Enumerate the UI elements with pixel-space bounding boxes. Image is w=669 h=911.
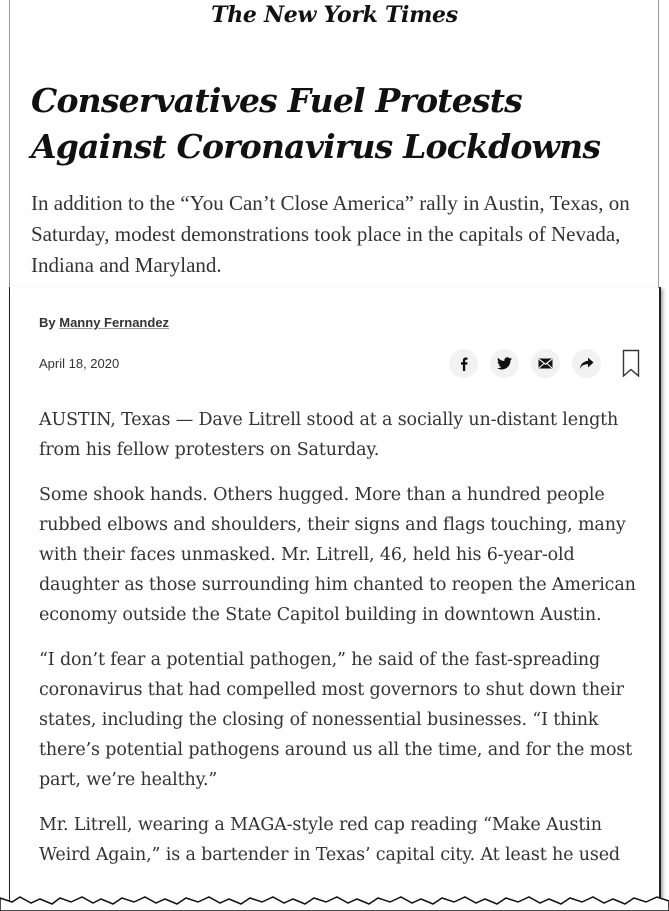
share-toolbar bbox=[449, 349, 601, 378]
share-icon bbox=[579, 357, 594, 370]
twitter-icon bbox=[497, 357, 512, 370]
twitter-share-button[interactable] bbox=[490, 349, 519, 378]
bookmark-button[interactable] bbox=[622, 349, 640, 383]
facebook-icon bbox=[457, 357, 471, 371]
byline-prefix: By bbox=[39, 315, 56, 330]
paragraph: “I don’t fear a potential pathogen,” he said of the fast-spreading coronavirus that had compelled most governors to shut down their states, including the closing of nonessential businesses. “I think there’s potential pathogens around us all the time, and for the most part, we’re healthy.” bbox=[39, 650, 633, 790]
article-body bbox=[39, 405, 645, 885]
author-link[interactable]: Manny Fernandez bbox=[59, 315, 170, 330]
paragraph: Some shook hands. Others hugged. More than a hundred people rubbed elbows and shoulders, their signs and flags touching, many with their faces unmasked. Mr. Litrell, 46, held his 6-year-old daughter as those surrounding him chanted to reopen the American economy outside the State Capitol building in downtown Austin. bbox=[39, 485, 636, 625]
byline bbox=[39, 315, 169, 330]
paragraph: AUSTIN, Texas — Dave Litrell stood at a socially un-distant length from his fellow protesters on Saturday. bbox=[39, 410, 619, 460]
bookmark-icon bbox=[622, 349, 640, 378]
article-summary: In addition to the “You Can’t Close America” rally in Austin, Texas, on Saturday, modest demonstrations took place in the capitals of Nevada, Indiana and Maryland. bbox=[31, 191, 630, 277]
email-icon bbox=[538, 358, 553, 369]
more-share-button[interactable] bbox=[572, 349, 601, 378]
nyt-logo[interactable] bbox=[0, 2, 669, 28]
facebook-share-button[interactable] bbox=[449, 349, 478, 378]
article-headline: Conservatives Fuel Protests Against Coronavirus Lockdowns bbox=[31, 81, 601, 166]
email-share-button[interactable] bbox=[531, 349, 560, 378]
torn-edge bbox=[0, 880, 669, 911]
publish-date: April 18, 2020 bbox=[39, 356, 120, 371]
paragraph: Mr. Litrell, wearing a MAGA-style red cap reading “Make Austin Weird Again,” is a bartender in Texas’ capital city. At least he used bbox=[39, 815, 620, 865]
logo-text: The New York Times bbox=[211, 2, 458, 28]
